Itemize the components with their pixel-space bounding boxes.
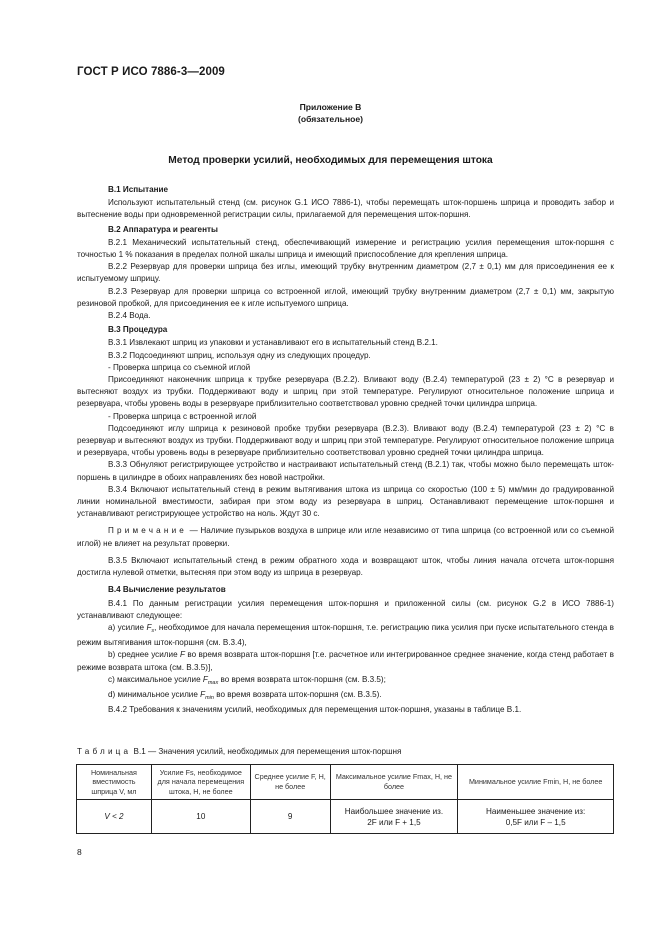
cell-capacity: V < 2 xyxy=(77,800,152,834)
paragraph-b2-2: В.2.2 Резервуар для проверки шприца без иглы, имеющий трубку внутренним диаметром (2,7 ± 0,1) мм для присоединения ее к испытуемому шприцу. xyxy=(77,262,614,284)
paragraph-b1: Используют испытательный стенд (см. рисунок G.1 ИСО 7886-1), чтобы перемещать шток-поршень шприца и проводить забор и вытеснение воды при одновременной регистрации силы, прилагаемой для перемещения шток-поршня. xyxy=(77,198,614,220)
document-body xyxy=(77,184,614,716)
annex-status: (обязательное) xyxy=(297,114,364,124)
table-caption-text: В.1 — Значения усилий, необходимых для перемещения шток-поршня xyxy=(131,747,402,756)
annex-heading xyxy=(0,101,661,125)
paragraph-b3-5: В.3.5 Включают испытательный стенд в режим обратного хода и возвращают шток, чтобы линия начала отсчета шток-поршня достигла нулевой отметки, вытесняя при этом воду из шприца в резервуар. xyxy=(77,555,614,578)
list-item-b: b) среднее усилие F во время возврата шток-поршня [т.е. расчетное или интегрированное среднее значение, когда стенд работает в режиме возврата штока (см. В.3.5)], xyxy=(77,650,614,672)
heading-b2: В.2 Аппаратура и реагенты xyxy=(108,224,218,234)
list-item-fixed-needle: - Проверка шприца с встроенной иглой xyxy=(108,411,257,421)
paragraph-b4-2: В.4.2 Требования к значениям усилий, необходимых для перемещения шток-поршня, указаны в таблице В.1. xyxy=(108,705,522,715)
paragraph-b3-1: В.3.1 Извлекают шприц из упаковки и устанавливают его в испытательный стенд В.2.1. xyxy=(108,338,438,348)
cell-min-force: Наименьшее значение из: 0,5F или F – 1,5 xyxy=(458,800,614,834)
document-id-header: ГОСТ Р ИСО 7886-3—2009 xyxy=(77,66,225,78)
list-item-a: a) усилие $F_s$, необходимое для начала перемещения шток-поршня, т.е. регистрацию пика усилия при пуске испытательного стенда в режим вытягивания шток-поршня (см. В.3.4), xyxy=(77,622,614,648)
header-capacity: Номинальная вместимость шприца V, мл xyxy=(77,765,152,800)
paragraph-b3-2: В.3.2 Подсоединяют шприц, используя одну из следующих процедур. xyxy=(108,350,371,360)
header-max-force: Максимальное усилие Fmax, Н, не более xyxy=(330,765,458,800)
section-title: Метод проверки усилий, необходимых для перемещения штока xyxy=(168,155,493,166)
cell-start-force: 10 xyxy=(151,800,250,834)
note-label: Примечание xyxy=(108,526,188,536)
note xyxy=(77,525,614,549)
table-caption-label: Таблица xyxy=(77,747,132,756)
heading-b1: В.1 Испытание xyxy=(108,185,169,194)
annex-title: Приложение В xyxy=(299,102,362,112)
page-number: 8 xyxy=(77,847,82,857)
header-mean-force: Среднее усилие F, Н, не более xyxy=(250,765,330,800)
paragraph-b3-removable: Присоединяют наконечник шприца к трубке резервуара (В.2.2). Вливают воду (В.2.4) температурой (23 ± 2) °С в резервуар и вытесняют воздух из трубки. Поддерживают воду и шприц при этой температуре. Регулируют относительное положение шприца и резервуара, чтобы уровень воды в резервуаре приблизительно соответствовал уровню средней точки цилиндра шприца. xyxy=(77,375,614,409)
heading-b3: В.3 Процедура xyxy=(108,325,168,335)
cell-max-force: Наибольшее значение из. 2F или F + 1,5 xyxy=(330,800,458,834)
paragraph-b3-4: В.3.4 Включают испытательный стенд в режим вытягивания штока из шприца со скоростью (100 ± 5) мм/мин до градуированной линии номинальной вместимости, забирая при этом воду из резервуара в шприц. Останавливают перемещение шток-поршня и устанавливают регистрирующее устройство на ноль. Ждут 30 с. xyxy=(77,484,614,519)
forces-table xyxy=(76,764,614,834)
paragraph-b3-fixed: Подсоединяют иглу шприца к резиновой пробке трубки резервуара (В.2.3). Вливают воду (В.2.4) температурой (23 ± 2) °С в резервуар и вытесняют воздух из трубки. Поддерживают воду и шприц при этой температуре. Регулируют относительное положение шприца и резервуара, чтобы уровень воды в резервуаре приблизительно соответствовал уровню средней точки цилиндра шприца. xyxy=(77,423,614,458)
header-min-force: Минимальное усилие Fmin, Н, не более xyxy=(458,765,614,800)
paragraph-b3-3: В.3.3 Обнуляют регистрирующее устройство и настраивают испытательный стенд (В.2.1) так, чтобы можно было перемещать шток-поршень в цилиндре в обоих направлениях без новой настройки. xyxy=(77,460,614,482)
paragraph-b2-3: В.2.3 Резервуар для проверки шприца со встроенной иглой, имеющий трубку внутренним диаметром (2,7 ± 0,1) мм, закрытую резиновой пробкой, для присоединения ее к игле испытуемого шприца. xyxy=(77,286,614,308)
table-row xyxy=(77,800,614,834)
list-item-c: c) максимальное усилие $F_{max}$ во время возврата шток-поршня (см. В.3.5); xyxy=(108,674,386,686)
note-text: — Наличие пузырьков воздуха в шприце или игле независимо от типа шприца (со встроенной или со съемной иглой) не влияет на результат проверки. xyxy=(77,526,614,548)
header-start-force: Усилие Fs, необходимое для начала перемещения штока, Н, не более xyxy=(151,765,250,800)
paragraph-b2-4: В.2.4 Вода. xyxy=(108,311,151,321)
paragraph-b2-1: В.2.1 Механический испытательный стенд, обеспечивающий измерение и регистрацию усилия перемещения шток-поршня с точностью 1 % показания в пределах полной шкалы шприца и имеющий приспособление для крепления шприца. xyxy=(77,237,614,260)
table-header-row xyxy=(77,765,614,800)
cell-mean-force: 9 xyxy=(250,800,330,834)
table-caption xyxy=(77,747,401,756)
heading-b4: В.4 Вычисление результатов xyxy=(108,585,226,595)
list-item-d: d) минимальное усилие $F_{min}$ во время возврата шток-поршня (см. В.3.5). xyxy=(108,689,382,701)
list-item-removable-needle: - Проверка шприца со съемной иглой xyxy=(108,362,251,372)
paragraph-b4-1: В.4.1 По данным регистрации усилия перемещения шток-поршня и приложенной силы (см. рисунок G.2 в ИСО 7886-1) устанавливают следующее: xyxy=(77,598,614,620)
